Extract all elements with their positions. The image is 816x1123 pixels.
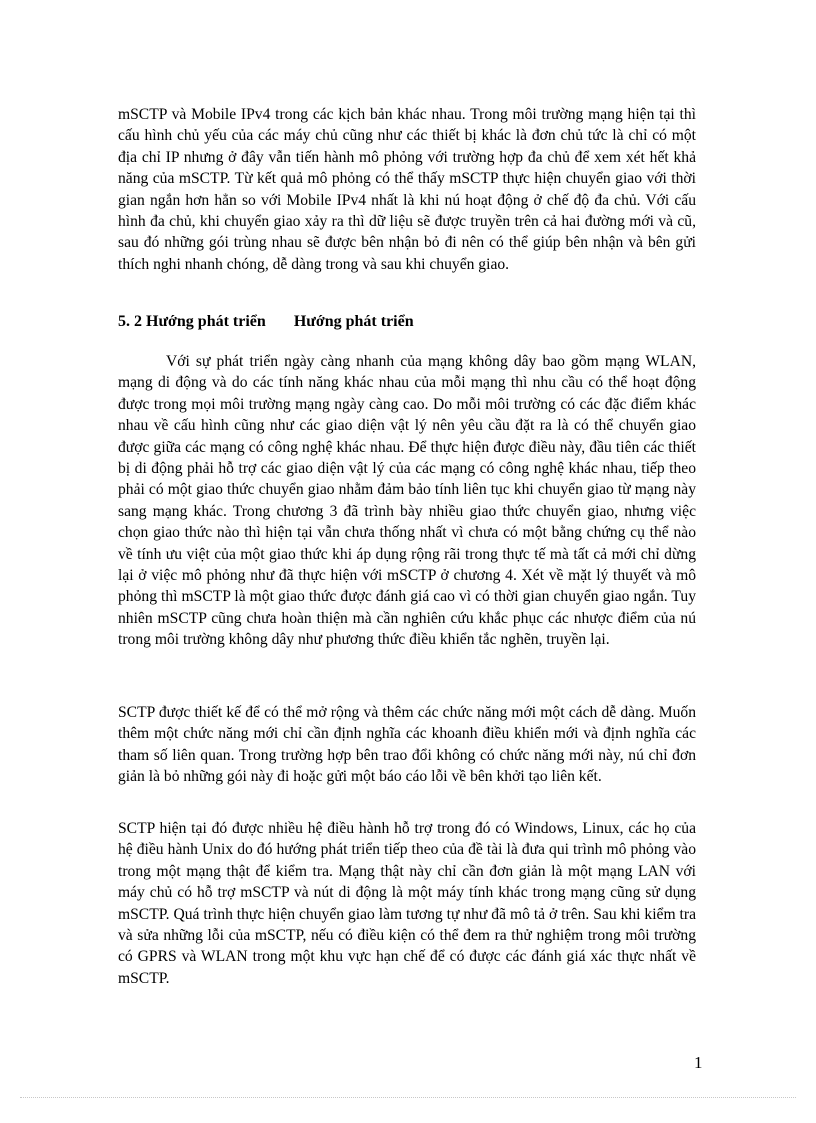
section-heading-title: 5. 2 Hướng phát triển <box>118 313 266 330</box>
page-number: 1 <box>694 1053 703 1072</box>
section-heading-repeat: Hướng phát triển <box>293 313 414 330</box>
section-heading <box>118 313 414 331</box>
page-bottom-divider <box>20 1097 796 1098</box>
intro-paragraph: mSCTP và Mobile IPv4 trong các kịch bản khác nhau. Trong môi trường mạng hiện tại thì cấu hình chủ yếu của các máy chủ cũng như các thiết bị khác là đơn chủ tức là chỉ có một địa chỉ IP nhưng ở đây vẫn tiến hành mô phỏng với trường hợp đa chủ để xem xét hết khả năng của mSCTP. Từ kết quả mô phỏng có thể thấy mSCTP thực hiện chuyển giao với thời gian ngắn hơn hẳn so với Mobile IPv4 nhất là khi nú hoạt động ở chế độ đa chủ. Với cấu hình đa chủ, khi chuyển giao xảy ra thì dữ liệu sẽ được truyền trên cả hai đường mới và cũ, sau đó những gói trùng nhau sẽ được bên nhận bỏ đi nên có thể giúp bên nhận và bên gửi thích nghi nhanh chóng, dễ dàng trong và sau khi chuyển giao. <box>118 106 696 273</box>
paragraph-future-development: Với sự phát triển ngày càng nhanh của mạng không dây bao gồm mạng WLAN, mạng di động và do các tính năng khác nhau của mỗi mạng thì nhu cầu có thể hoạt động được trong mọi môi trường mạng ngày càng cao. Do mỗi môi trường có các đặc điểm khác nhau về cấu hình cũng như các giao diện vật lý nên yêu cầu đặt ra là có thể chuyển giao được giữa các mạng có công nghệ khác nhau. Để thực hiện được điều này, đầu tiên các thiết bị di động phải hỗ trợ các giao diện vật lý của các mạng có công nghệ khác nhau, tiếp theo phải có một giao thức chuyển giao nhằm đảm bảo tính liên tục khi chuyển giao từ mạng này sang mạng khác. Trong chương 3 đã trình bày nhiều giao thức chuyển giao, nhưng việc chọn giao thức nào thì hiện tại vẫn chưa thống nhất vì chưa có một bằng chứng cụ thể nào về tính ưu việt của một giao thức khi áp dụng rộng rãi trong thực tế mà tất cả mới chỉ dừng lại ở việc mô phỏng như đã thực hiện với mSCTP ở chương 4. Xét về mặt lý thuyết và mô phỏng thì mSCTP là một giao thức được đánh giá cao vì có thời gian chuyển giao ngắn. Tuy nhiên mSCTP cũng chưa hoàn thiện mà cần nghiên cứu khắc phục các nhược điểm của nú trong môi trường không dây như phương thức điều khiển tắc nghẽn, truyền lại. <box>118 353 696 649</box>
paragraph-sctp-extensibility: SCTP được thiết kế để có thể mở rộng và thêm các chức năng mới một cách dễ dàng. Muốn thêm một chức năng mới chỉ cần định nghĩa các khoanh điều khiển mới và định nghĩa các tham số liên quan. Trong trường hợp bên trao đổi không có chức năng mới này, nú chỉ đơn giản là bỏ những gói này đi hoặc gửi một báo cáo lỗi về bên khởi tạo liên kết. <box>118 704 696 786</box>
paragraph-sctp-implementation: SCTP hiện tại đó được nhiều hệ điều hành hỗ trợ trong đó có Windows, Linux, các họ của hệ điều hành Unix do đó hướng phát triển tiếp theo của đề tài là đưa qui trình mô phỏng vào trong một mạng thật để kiểm tra. Mạng thật này chỉ cần đơn giản là một mạng LAN với máy chủ có hỗ trợ mSCTP và nút di động là một máy tính khác trong mạng cũng sử dụng mSCTP. Quá trình thực hiện chuyển giao làm tương tự như đã mô tả ở trên. Sau khi kiểm tra và sửa những lỗi của mSCTP, nếu có điều kiện có thể đem ra thử nghiệm trong môi trường có GPRS và WLAN trong một khu vực hạn chế để có được các đánh giá xác thực nhất về mSCTP. <box>118 820 696 987</box>
